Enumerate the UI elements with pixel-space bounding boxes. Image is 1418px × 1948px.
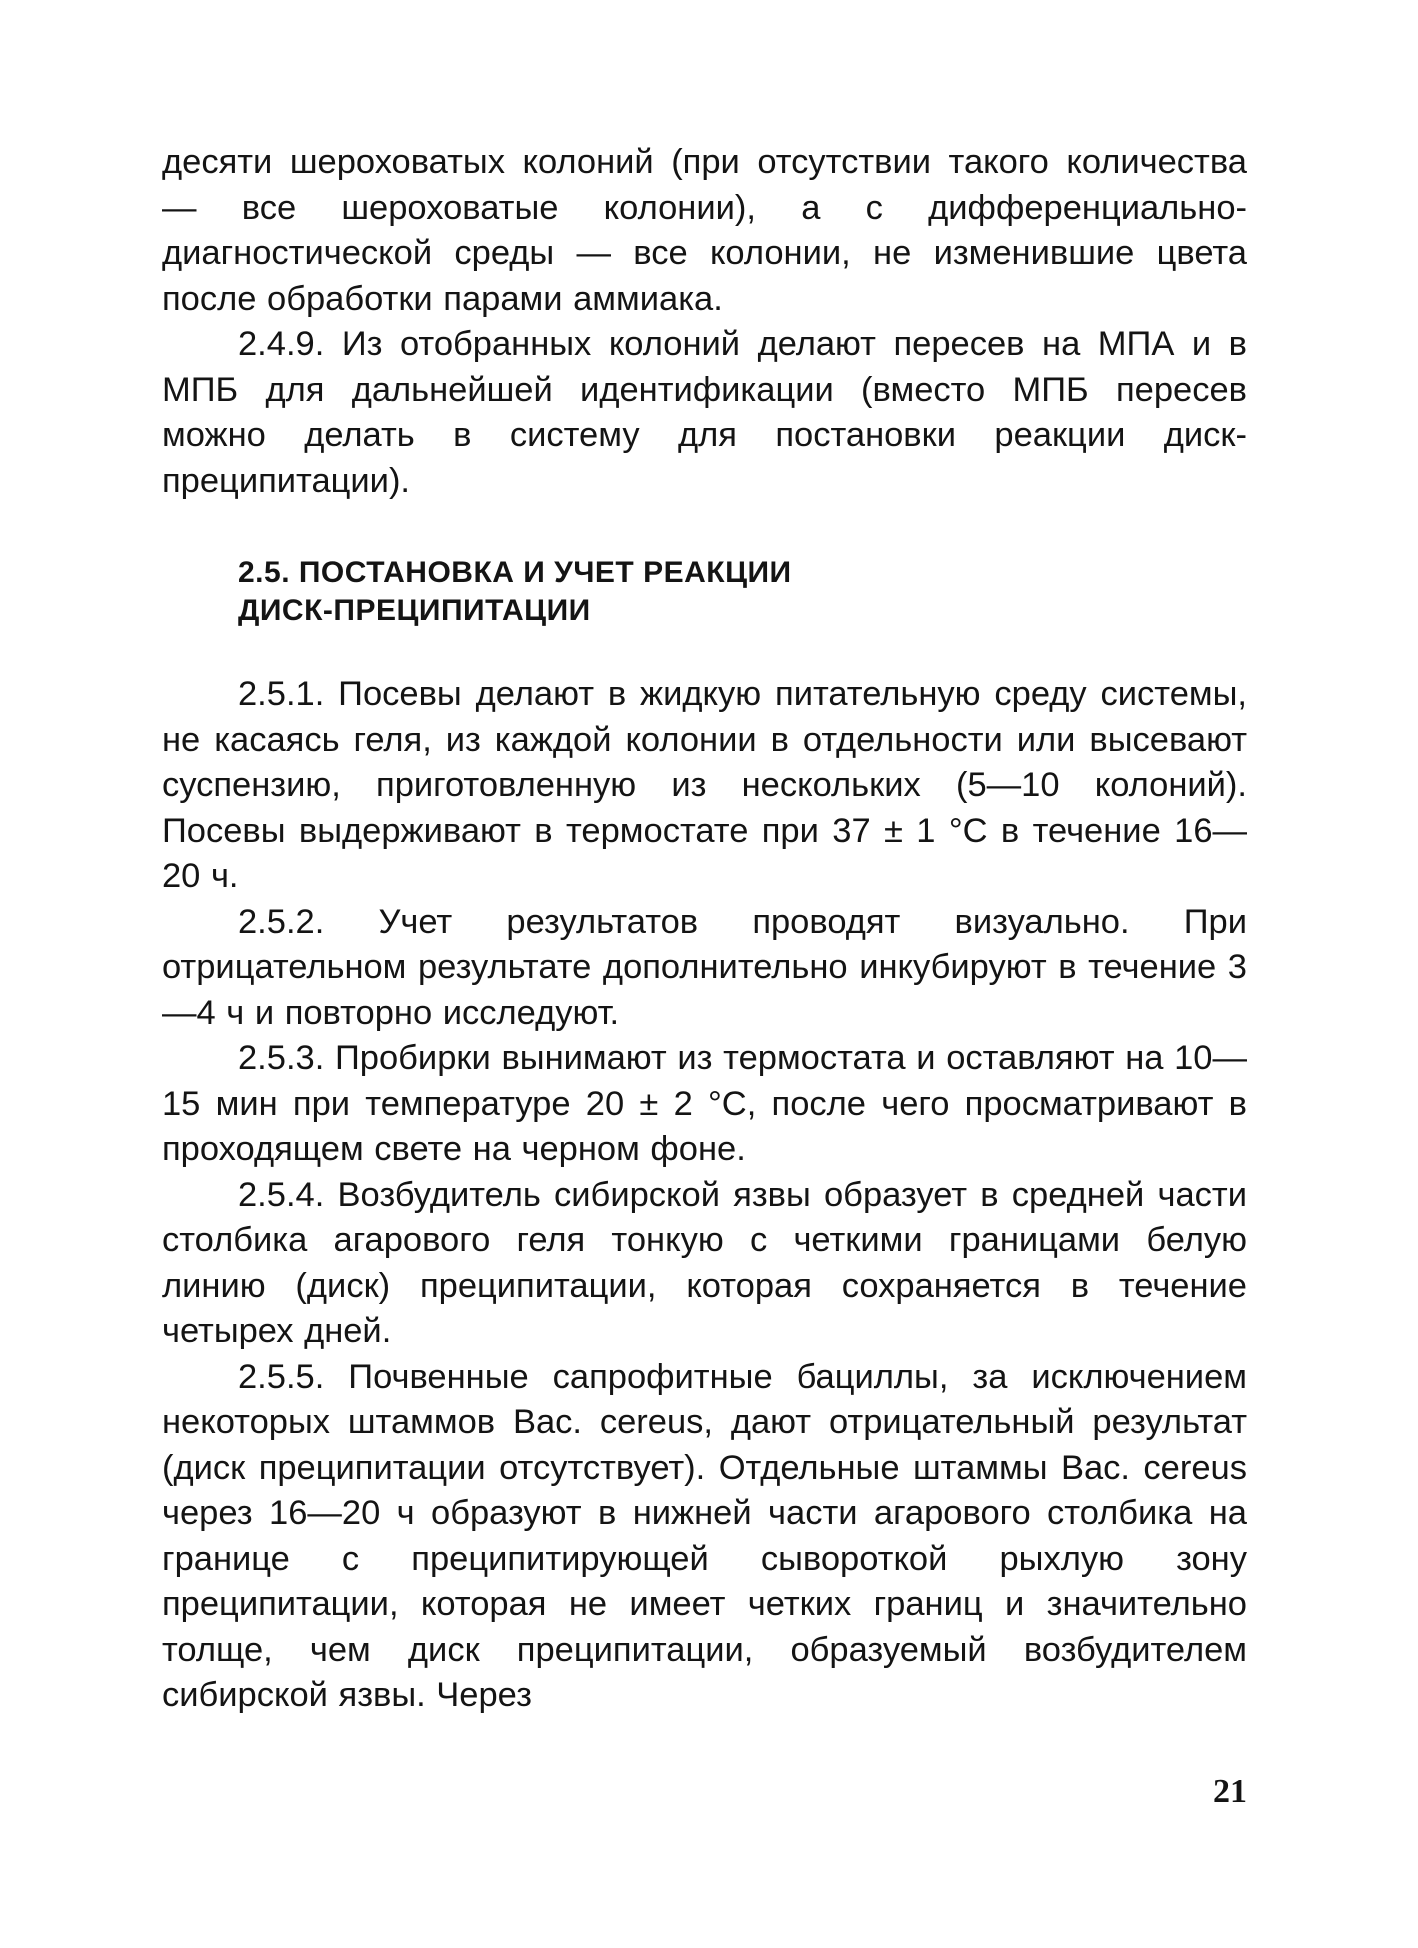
paragraph-2-5-3: 2.5.3. Пробирки вынимают из термостата и оставляют на 10—15 мин при температуре 20 ± 2 °С, после чего просматривают в проходящем свете на черном фоне.	[162, 1039, 1247, 1168]
paragraph-2-4-9: 2.4.9. Из отобранных колоний делают пересев на МПА и в МПБ для дальнейшей идентификации (вместо МПБ пересев можно делать в систему для постановки реакции диск-преципитации).	[162, 325, 1247, 500]
section-heading-line-2: ДИСК-ПРЕЦИПИТАЦИИ	[238, 594, 591, 627]
section-heading	[162, 554, 1247, 630]
paragraph-2-5-1: 2.5.1. Посевы делают в жидкую питательную среду системы, не касаясь геля, из каждой колонии в отдельности или высевают суспензию, приготовленную из нескольких (5—10 колоний). Посевы выдерживают в термостате при 37 ± 1 °С в течение 16—20 ч.	[162, 675, 1247, 895]
paragraph-2-5-5: 2.5.5. Почвенные сапрофитные бациллы, за исключением некоторых штаммов Bac. cereus, дают отрицательный результат (диск преципитации отсутствует). Отдельные штаммы Bac. cereus через 16—20 ч образуют в нижней части агарового столбика на границе с преципитирующей сывороткой рыхлую зону преципитации, которая не имеет четких границ и значительно толще, чем диск преципитации, образуемый возбудителем сибирской язвы. Через	[162, 1357, 1247, 1714]
document-page	[162, 140, 1247, 1930]
page-number: 21	[1213, 1773, 1247, 1810]
paragraph-2-5-4: 2.5.4. Возбудитель сибирской язвы образует в средней части столбика агарового геля тонкую с четкими границами белую линию (диск) преципитации, которая сохраняется в течение четырех дней.	[162, 1175, 1247, 1350]
paragraph-intro: десяти шероховатых колоний (при отсутствии такого количества — все шероховатые колонии), а с дифференциально-диагностической среды — все колонии, не изменившие цвета после обработки парами аммиака.	[162, 143, 1247, 318]
paragraph-2-5-2: 2.5.2. Учет результатов проводят визуально. При отрицательном результате дополнительно инкубируют в течение 3—4 ч и повторно исследуют.	[162, 902, 1247, 1032]
section-heading-line-1: 2.5. ПОСТАНОВКА И УЧЕТ РЕАКЦИИ	[238, 556, 792, 589]
